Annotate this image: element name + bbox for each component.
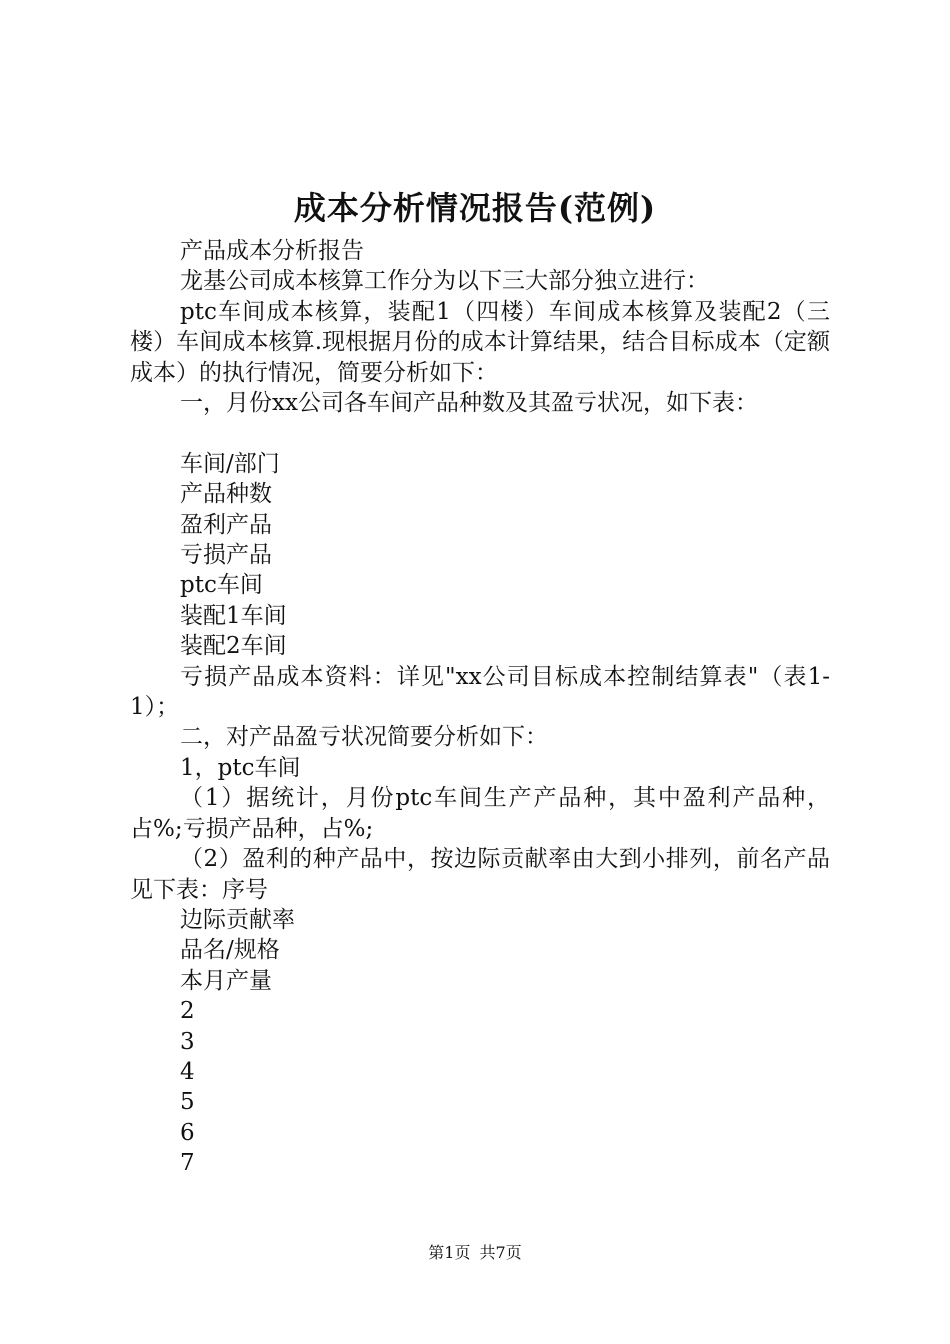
table-cell: 7	[180, 1150, 195, 1177]
table-cell: 2	[180, 998, 195, 1025]
page-footer	[0, 1243, 950, 1263]
table-cell: 产品种数	[180, 481, 272, 508]
paragraph: 产品成本分析报告	[180, 238, 364, 264]
blank-line	[130, 418, 830, 448]
paragraph: 一，月份xx公司各车间产品种数及其盈亏状况，如下表：	[180, 390, 758, 417]
paragraph: （2）盈利的种产品中，按边际贡献率由大到小排列，前名产品见下表：序号	[130, 846, 830, 903]
table-cell: 4	[180, 1058, 195, 1085]
page-number: 第1页	[428, 1243, 471, 1262]
table-cell: 品名/规格	[180, 937, 280, 964]
paragraph: 龙基公司成本核算工作分为以下三大部分独立进行：	[180, 268, 709, 295]
table-cell: 5	[180, 1089, 195, 1116]
paragraph: ptc车间成本核算，装配1（四楼）车间成本核算及装配2（三楼）车间成本核算.现根据月份的成本计算结果，结合目标成本（定额成本）的执行情况，简要分析如下：	[130, 298, 830, 386]
paragraph: 1，ptc车间	[180, 754, 301, 781]
paragraph: 亏损产品成本资料：详见"xx公司目标成本控制结算表"（表1-1）；	[130, 663, 830, 721]
table-cell: 3	[180, 1028, 195, 1055]
paragraph: （1）据统计，月份ptc车间生产产品种，其中盈利产品种，占%;亏损产品种，占%;	[130, 785, 830, 842]
table-cell: 6	[180, 1119, 195, 1146]
table-cell: 车间/部门	[180, 450, 280, 477]
document-body	[130, 236, 830, 1179]
table-cell: 本月产量	[180, 967, 272, 994]
page-total: 共7页	[479, 1243, 522, 1262]
table-cell: ptc车间	[180, 572, 263, 599]
document-title: 成本分析情况报告(范例)	[293, 189, 657, 227]
paragraph: 二，对产品盈亏状况简要分析如下：	[180, 724, 548, 751]
table-cell: 装配2车间	[180, 633, 287, 660]
table-cell: 装配1车间	[180, 602, 287, 629]
table-cell: 边际贡献率	[180, 906, 295, 933]
table-cell: 亏损产品	[180, 542, 272, 569]
table-cell: 盈利产品	[180, 511, 272, 538]
